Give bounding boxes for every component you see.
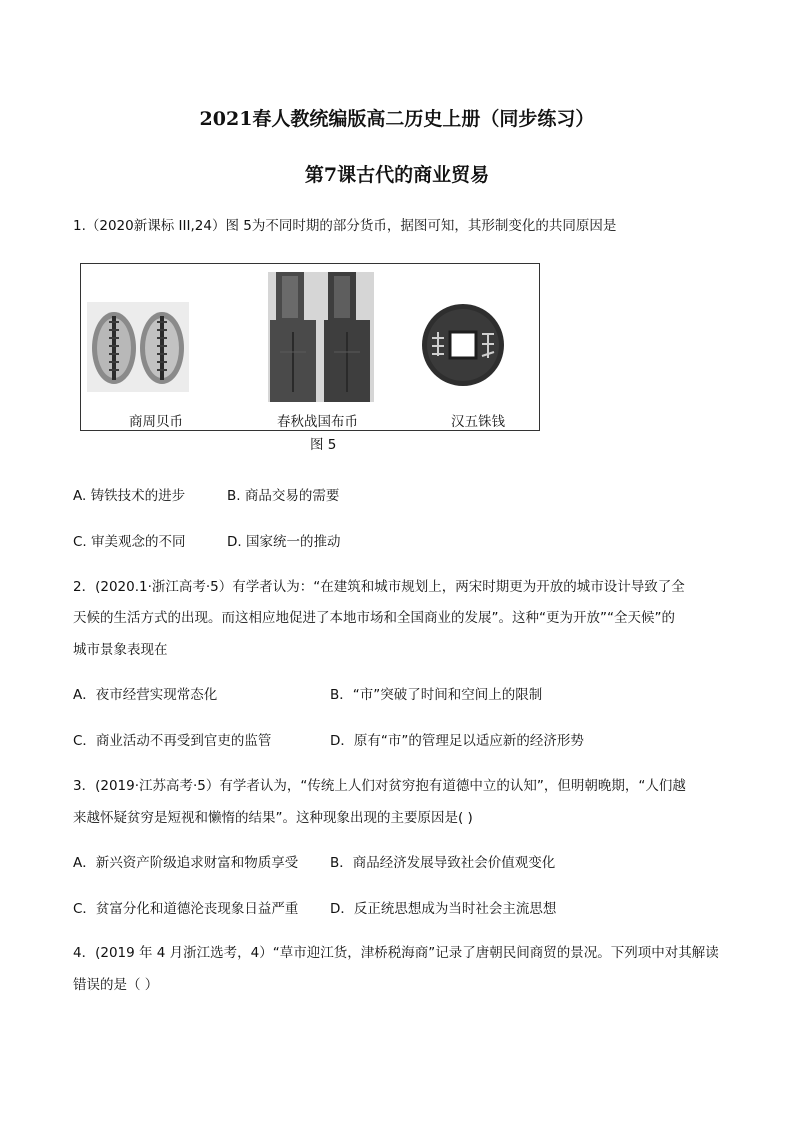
question-4-line-2: 错误的是（ ） <box>73 977 159 993</box>
q3-option-a: A．新兴资产阶级追求财富和物质享受 <box>73 855 299 871</box>
question-2-line-2: 天候的生活方式的出现。而这相应地促进了本地市场和全国商业的发展”。这种“更为开放”“全天候”的 <box>73 610 675 626</box>
q1-option-d: D. 国家统一的推动 <box>227 534 341 550</box>
q1-option-c: C. 审美观念的不同 <box>73 534 186 550</box>
spade-coin-caption: 春秋战国布币 <box>277 414 358 430</box>
shell-coin-image <box>87 302 189 392</box>
figure-label: 图 5 <box>310 437 337 453</box>
q2-option-c: C．商业活动不再受到官吏的监管 <box>73 733 272 749</box>
question-3-line-2: 来越怀疑贫穷是短视和懒惰的结果”。这种现象出现的主要原因是( ) <box>73 810 473 826</box>
wuzhu-coin-caption: 汉五铢钱 <box>451 414 505 430</box>
question-1-stem: 1.（2020新课标 III,24）图 5为不同时期的部分货币，据图可知，其形制变化的共同原因是 <box>73 218 617 234</box>
currency-figure <box>80 263 540 431</box>
lesson-title: 第7课古代的商业贸易 <box>304 164 490 186</box>
q2-option-a: A．夜市经营实现常态化 <box>73 687 218 703</box>
document-title: 2021春人教统编版高二历史上册（同步练习） <box>199 108 595 130</box>
spade-coin-image <box>268 272 374 402</box>
question-4-line-1: 4．(2019 年 4 月浙江选考，4）“草市迎江货，津桥税海商”记录了唐朝民间商贸的景况。下列项中对其解读 <box>73 945 719 961</box>
q1-option-b: B. 商品交易的需要 <box>227 488 340 504</box>
q2-option-b: B．“市”突破了时间和空间上的限制 <box>330 687 543 703</box>
q3-option-c: C．贫富分化和道德沦丧现象日益严重 <box>73 901 299 917</box>
q1-option-a: A. 铸铁技术的进步 <box>73 488 186 504</box>
q3-option-b: B．商品经济发展导致社会价值观变化 <box>330 855 556 871</box>
q2-option-d: D．原有“市”的管理足以适应新的经济形势 <box>330 733 584 749</box>
question-3-line-1: 3．(2019·江苏高考·5）有学者认为，“传统上人们对贫穷抱有道德中立的认知”，但明朝晚期，“人们越 <box>73 778 686 794</box>
wuzhu-coin-image <box>420 302 506 388</box>
q3-option-d: D．反正统思想成为当时社会主流思想 <box>330 901 557 917</box>
question-2-line-3: 城市景象表现在 <box>73 642 168 658</box>
question-2-line-1: 2．(2020.1·浙江高考·5）有学者认为：“在建筑和城市规划上，两宋时期更为开放的城市设计导致了全 <box>73 579 685 595</box>
shell-coin-caption: 商周贝币 <box>129 414 183 430</box>
